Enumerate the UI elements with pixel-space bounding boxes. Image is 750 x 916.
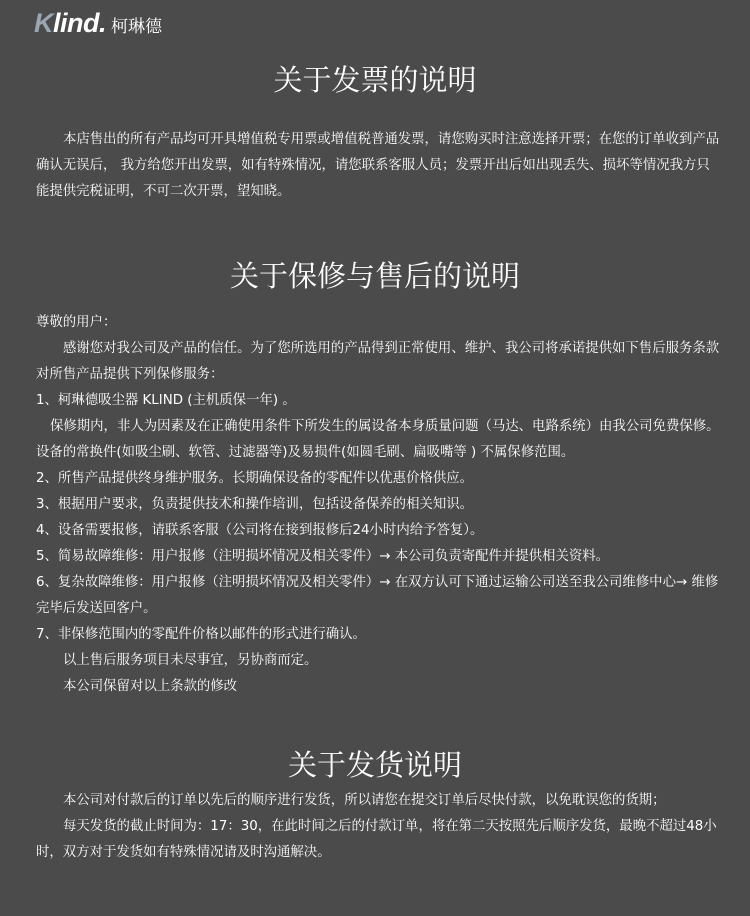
invoice-section-body — [36, 127, 722, 205]
warranty-item-1: 1、柯琳德吸尘器 KLIND (主机质保一年) 。 — [36, 393, 296, 408]
shipping-section-title: 关于发货说明 — [287, 748, 462, 782]
logo-wordmark-rest: lind. — [53, 8, 106, 38]
warranty-salutation: 尊敬的用户： — [36, 315, 117, 330]
warranty-item-6: 6、复杂故障维修：用户报修（注明损坏情况及相关零件）→ 在双方认可下通过运输公司送至我公司维修中心→ 维修完毕后发送回客户。 — [36, 575, 719, 616]
warranty-item-1-detail: 保修期内，非人为因素及在正确使用条件下所发生的属设备本身质量问题（马达、电路系统）由我公司免费保修。设备的常换件(如吸尘刷、软管、过滤器等)及易损件(如圆毛刷、扁吸嘴等 ) 不属保修范围。 — [36, 419, 720, 460]
warranty-note-1: 以上售后服务项目未尽事宜，另协商而定。 — [63, 653, 318, 668]
warranty-item-2: 2、所售产品提供终身维护服务。长期确保设备的零配件以优惠价格供应。 — [36, 471, 474, 486]
shipping-paragraph-1: 本公司对付款后的订单以先后的顺序进行发货，所以请您在提交订单后尽快付款，以免耽误您的货期； — [63, 793, 666, 808]
shipping-section-body — [36, 788, 722, 866]
warranty-intro: 感谢您对我公司及产品的信任。为了您所选用的产品得到正常使用、维护、我公司将承诺提供如下售后服务条款对所售产品提供下列保修服务： — [36, 341, 720, 382]
invoice-section-title: 关于发票的说明 — [273, 63, 477, 97]
shipping-paragraph-2: 每天发货的截止时间为：17：30，在此时间之后的付款订单，将在第二天按照先后顺序发货，最晚不超过48小时，双方对于发货如有特殊情况请及时沟通解决。 — [36, 819, 717, 860]
warranty-item-4: 4、设备需要报修，请联系客服（公司将在接到报修后24小时内给予答复）。 — [36, 523, 484, 538]
warranty-note-2: 本公司保留对以上条款的修改 — [63, 679, 238, 694]
warranty-item-5: 5、简易故障维修：用户报修（注明损坏情况及相关零件）→ 本公司负责寄配件并提供相关资料。 — [36, 549, 610, 564]
invoice-paragraph: 本店售出的所有产品均可开具增值税专用票或增值税普通发票，请您购买时注意选择开票；在您的订单收到产品确认无误后， 我方给您开出发票，如有特殊情况，请您联系客服人员；发票开出后如出现丢失、损坏等情况我方只能提供完税证明，不可二次开票，望知晓。 — [36, 132, 720, 199]
logo-chinese-name: 柯琳德 — [111, 17, 162, 37]
warranty-section-body — [36, 310, 722, 700]
warranty-section-title: 关于保修与售后的说明 — [229, 259, 520, 293]
logo-wordmark — [34, 8, 106, 39]
warranty-item-3: 3、根据用户要求，负责提供技术和操作培训，包括设备保养的相关知识。 — [36, 497, 474, 512]
logo-wordmark-initial: K — [34, 8, 53, 38]
warranty-item-7: 7、非保修范围内的零配件价格以邮件的形式进行确认。 — [36, 627, 366, 642]
brand-logo — [34, 8, 162, 39]
